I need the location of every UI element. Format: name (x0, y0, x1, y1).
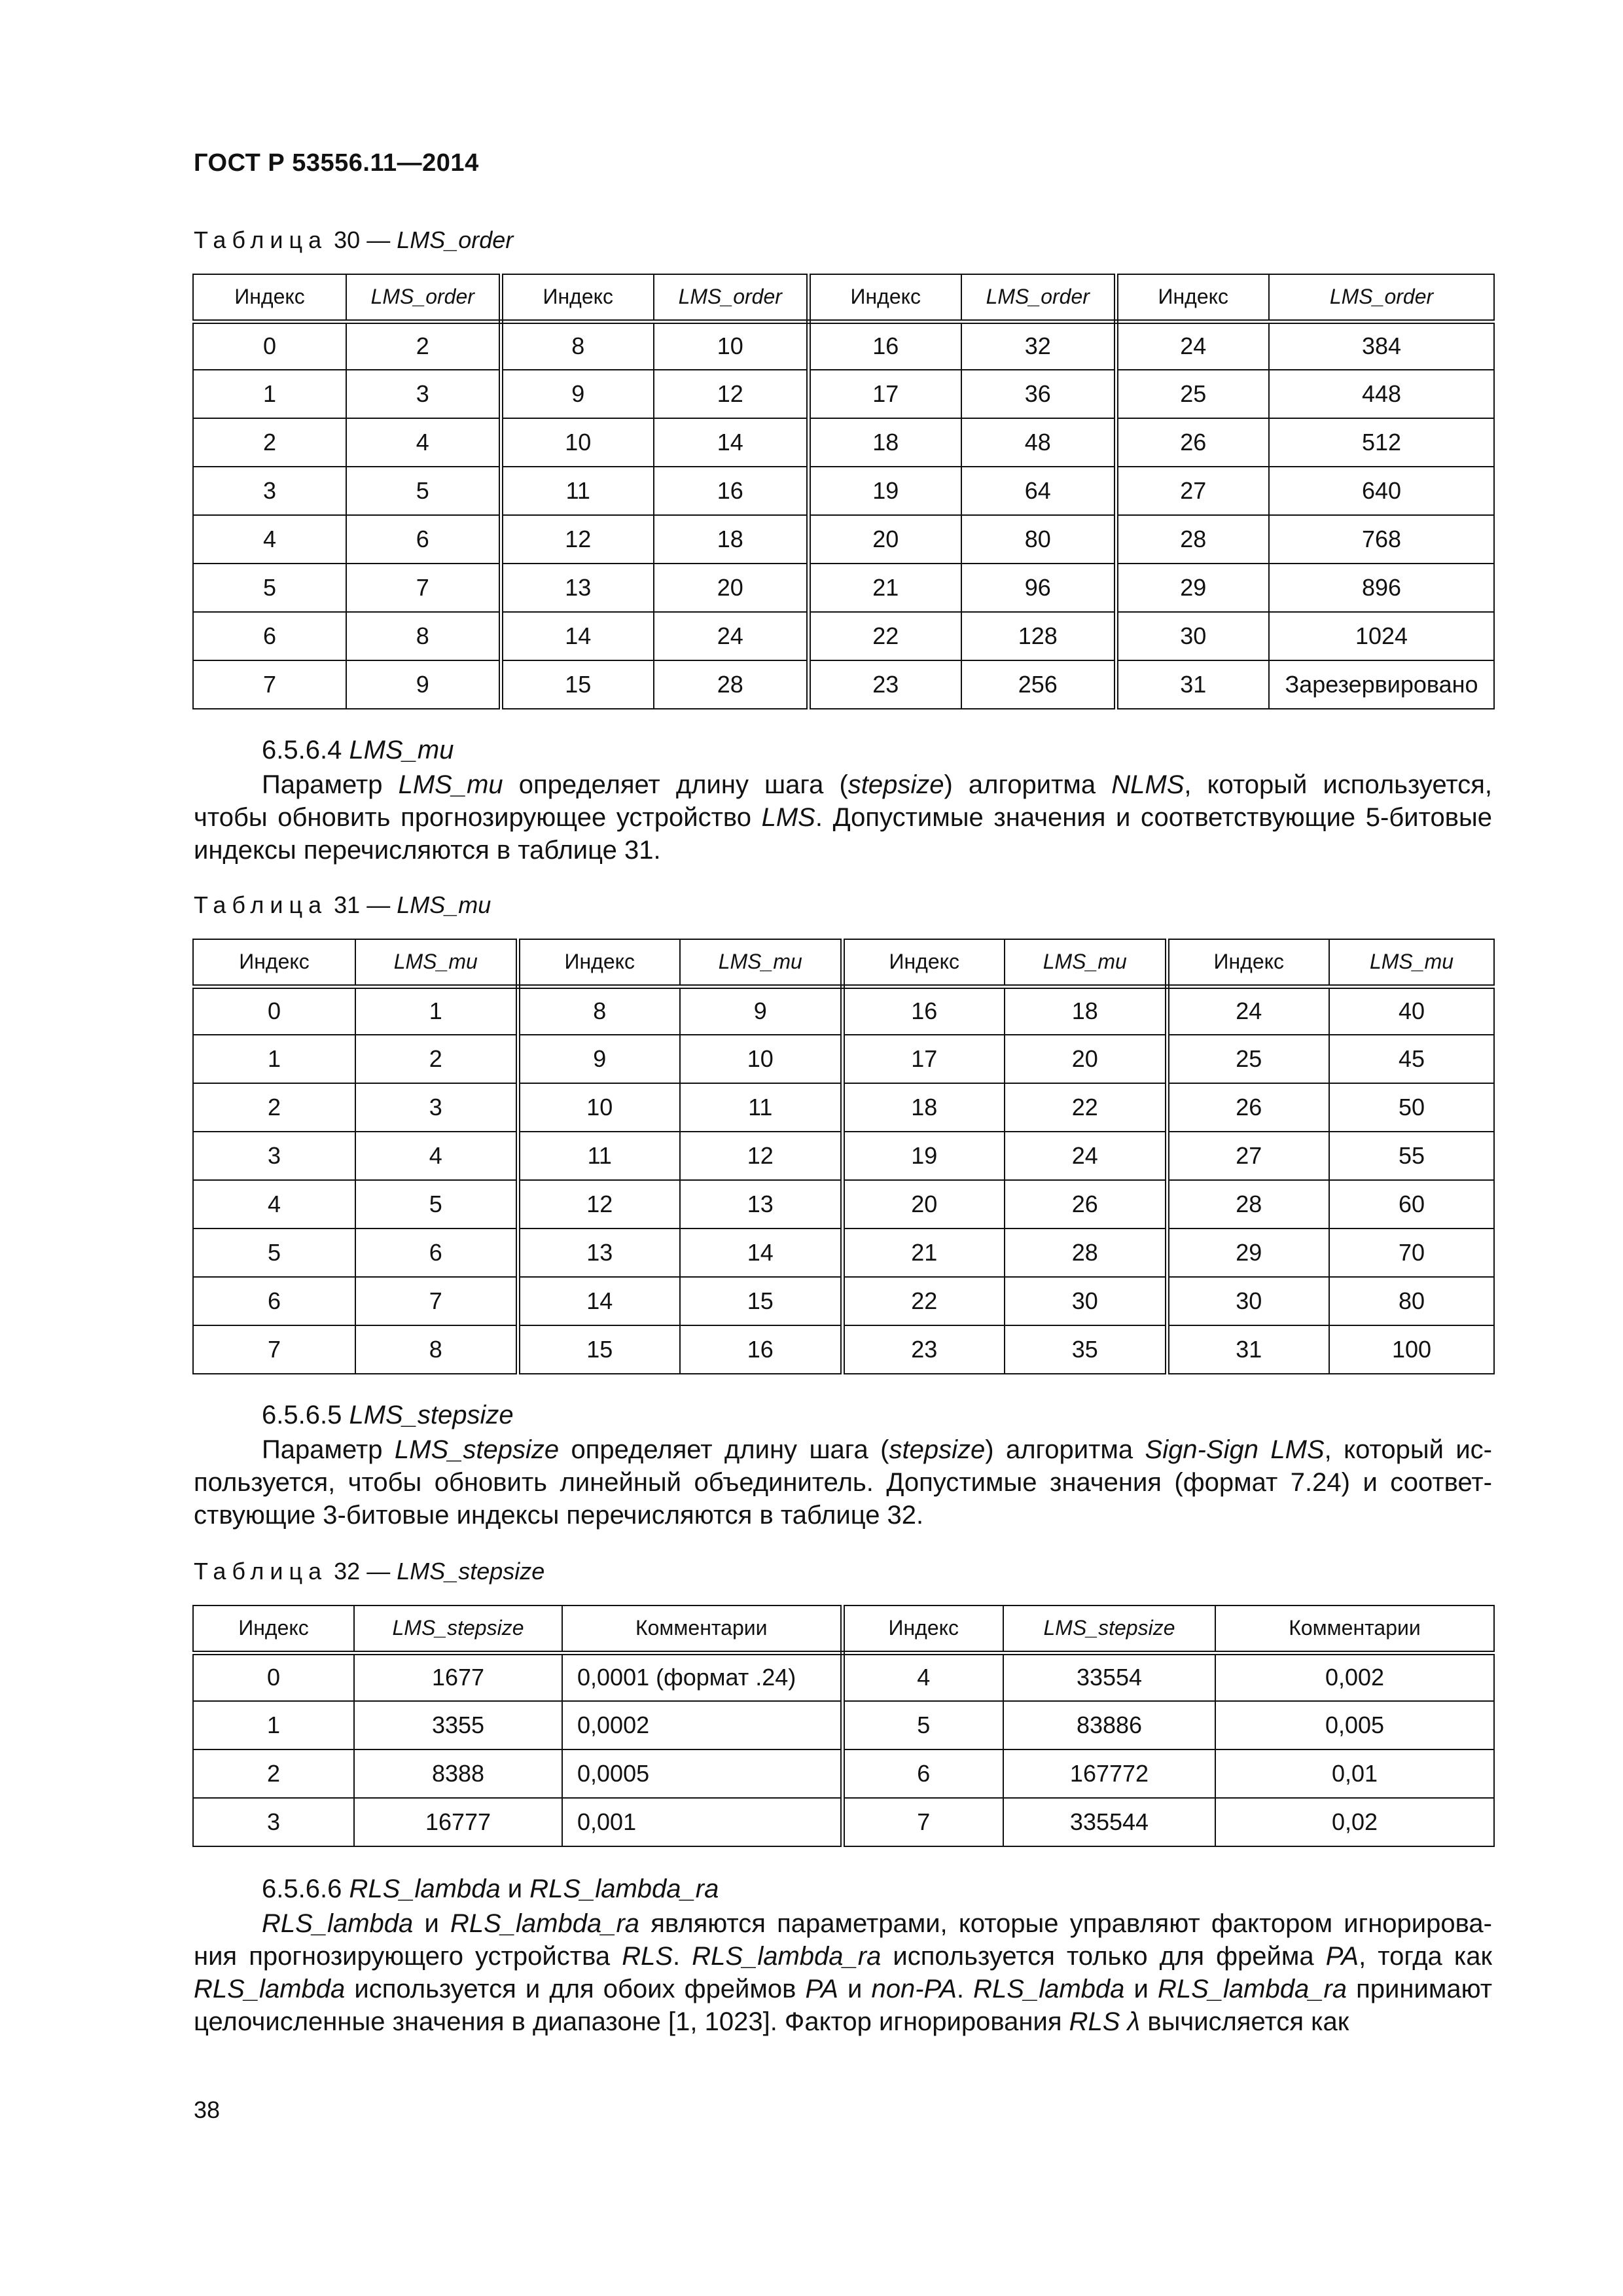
table-cell: 10 (501, 418, 654, 467)
table-cell: 35 (1005, 1325, 1167, 1374)
table-cell: 22 (842, 1277, 1005, 1325)
page-number: 38 (194, 2096, 221, 2123)
table-cell: 45 (1329, 1035, 1494, 1083)
table-cell: 0 (193, 1653, 354, 1701)
table-cell: 3 (355, 1083, 518, 1132)
table-row (193, 564, 1494, 612)
table-cell: 28 (1116, 515, 1269, 564)
table-cell: 768 (1269, 515, 1494, 564)
table-cell: 16 (808, 321, 961, 370)
table-cell: 7 (842, 1798, 1003, 1846)
table-row (193, 1749, 1494, 1798)
table-cell: 448 (1269, 370, 1494, 418)
table-cell: 512 (1269, 418, 1494, 467)
table-row (193, 370, 1494, 418)
table-row (193, 660, 1494, 709)
table-cell: 19 (808, 467, 961, 515)
table-row (193, 1083, 1494, 1132)
table-cell: 6 (355, 1229, 518, 1277)
table-cell: 23 (808, 660, 961, 709)
table-cell: 5 (346, 467, 501, 515)
column-header: LMS_stepsize (354, 1605, 562, 1653)
table-cell: 80 (961, 515, 1116, 564)
table-cell: 10 (680, 1035, 842, 1083)
table-cell: 0,02 (1215, 1798, 1494, 1846)
table-cell: 4 (193, 515, 346, 564)
table-cell: 13 (680, 1180, 842, 1229)
table-cell: 50 (1329, 1083, 1494, 1132)
table-cell: 25 (1116, 370, 1269, 418)
table-row (193, 1325, 1494, 1374)
table-cell: 0 (193, 986, 355, 1035)
table-cell: 10 (654, 321, 808, 370)
table-31 (192, 939, 1495, 1374)
table-cell: 1 (193, 1035, 355, 1083)
table-row (193, 321, 1494, 370)
table-cell: 48 (961, 418, 1116, 467)
table-row (193, 1132, 1494, 1180)
table-32-body (193, 1605, 1494, 1846)
table-cell: 2 (346, 321, 501, 370)
table-row (193, 467, 1494, 515)
table-cell: 4 (346, 418, 501, 467)
table-cell: 2 (193, 1749, 354, 1798)
table-row (193, 1277, 1494, 1325)
table-cell: 3 (193, 1132, 355, 1180)
table-cell: 8 (355, 1325, 518, 1374)
table-cell: 64 (961, 467, 1116, 515)
table-cell: 19 (842, 1132, 1005, 1180)
table-cell: 55 (1329, 1132, 1494, 1180)
table-cell: 7 (193, 660, 346, 709)
section-6566-heading: 6.5.6.6 RLS_lambda и RLS_lambda_ra (262, 1874, 719, 1903)
table-cell: 2 (193, 1083, 355, 1132)
table-cell: 9 (518, 1035, 680, 1083)
table-cell: 640 (1269, 467, 1494, 515)
table-row (193, 1701, 1494, 1749)
table-cell: 0,0001 (формат .24) (562, 1653, 842, 1701)
section-6565-heading: 6.5.6.5 LMS_stepsize (262, 1401, 514, 1429)
table-cell: 128 (961, 612, 1116, 660)
table-cell: 12 (501, 515, 654, 564)
table-cell: 12 (680, 1132, 842, 1180)
table-cell: 0,002 (1215, 1653, 1494, 1701)
table-cell: 30 (1005, 1277, 1167, 1325)
column-header: Индекс (842, 1605, 1003, 1653)
column-header: Индекс (501, 274, 654, 321)
column-header: Индекс (193, 1605, 354, 1653)
table-cell: 30 (1167, 1277, 1329, 1325)
table-cell: 60 (1329, 1180, 1494, 1229)
table-cell: 9 (680, 986, 842, 1035)
table-cell: 96 (961, 564, 1116, 612)
table-cell: Зарезервировано (1269, 660, 1494, 709)
table-row (193, 1653, 1494, 1701)
table-cell: 14 (518, 1277, 680, 1325)
section-6564-heading: 6.5.6.4 LMS_mu (262, 736, 454, 764)
table-cell: 29 (1116, 564, 1269, 612)
table-cell: 5 (193, 1229, 355, 1277)
column-header: LMS_mu (355, 939, 518, 986)
table-cell: 18 (1005, 986, 1167, 1035)
table-cell: 14 (680, 1229, 842, 1277)
table-cell: 33554 (1003, 1653, 1215, 1701)
table-cell: 9 (501, 370, 654, 418)
table-cell: 16777 (354, 1798, 562, 1846)
table-row (193, 612, 1494, 660)
table-cell: 15 (501, 660, 654, 709)
table-cell: 2 (193, 418, 346, 467)
table-cell: 16 (680, 1325, 842, 1374)
column-header: Индекс (193, 939, 355, 986)
table-header-row (193, 1605, 1494, 1653)
table-cell: 896 (1269, 564, 1494, 612)
column-header: Комментарии (1215, 1605, 1494, 1653)
table-cell: 29 (1167, 1229, 1329, 1277)
table-cell: 24 (1005, 1132, 1167, 1180)
table-cell: 27 (1167, 1132, 1329, 1180)
table-cell: 17 (808, 370, 961, 418)
table-cell: 21 (842, 1229, 1005, 1277)
column-header: LMS_order (1269, 274, 1494, 321)
table-31-body (193, 939, 1494, 1374)
table-cell: 31 (1167, 1325, 1329, 1374)
table-cell: 28 (1167, 1180, 1329, 1229)
table-cell: 0,01 (1215, 1749, 1494, 1798)
section-6564-paragraph: Параметр LMS_mu определяет длину шага (stepsize) алгоритма NLMS, который используется, чтобы обновить прогнозирующее устройство LMS. Допустимые значения и соответствующие 5-битовые индексы перечисляются в таблице 31. (194, 770, 1493, 865)
table-row (193, 986, 1494, 1035)
section-6565-paragraph: Параметр LMS_stepsize определяет длину шага (stepsize) алгоритма Sign-Sign LMS, который ис- пользуется, чтобы обновить линейный объединитель. Допустимые значения (формат 7.24) и соответ- ствующие 3-битовые индексы перечисляются в таблице 32. (194, 1435, 1492, 1530)
table-cell: 12 (654, 370, 808, 418)
column-header: LMS_stepsize (1003, 1605, 1215, 1653)
table-cell: 0,001 (562, 1798, 842, 1846)
table-cell: 3 (346, 370, 501, 418)
table-cell: 1 (193, 1701, 354, 1749)
table-cell: 17 (842, 1035, 1005, 1083)
column-header: LMS_order (654, 274, 808, 321)
table-cell: 1 (193, 370, 346, 418)
table-cell: 1 (355, 986, 518, 1035)
column-header: LMS_mu (1329, 939, 1494, 986)
table-row (193, 418, 1494, 467)
table-cell: 26 (1005, 1180, 1167, 1229)
table-cell: 2 (355, 1035, 518, 1083)
table-cell: 20 (808, 515, 961, 564)
column-header: LMS_order (346, 274, 501, 321)
column-header: Индекс (1116, 274, 1269, 321)
table-cell: 8 (501, 321, 654, 370)
table-cell: 18 (842, 1083, 1005, 1132)
column-header: Индекс (193, 274, 346, 321)
table-cell: 20 (1005, 1035, 1167, 1083)
table-cell: 8 (346, 612, 501, 660)
table-cell: 6 (346, 515, 501, 564)
table-cell: 6 (193, 1277, 355, 1325)
table-cell: 10 (518, 1083, 680, 1132)
table-cell: 0,0005 (562, 1749, 842, 1798)
column-header: Комментарии (562, 1605, 842, 1653)
table-cell: 7 (355, 1277, 518, 1325)
table-row (193, 1180, 1494, 1229)
table-cell: 1024 (1269, 612, 1494, 660)
table-32-caption: Таблица 32 — LMS_stepsize (194, 1558, 545, 1585)
table-cell: 0,005 (1215, 1701, 1494, 1749)
table-row (193, 515, 1494, 564)
table-cell: 7 (193, 1325, 355, 1374)
table-header-row (193, 274, 1494, 321)
table-cell: 5 (355, 1180, 518, 1229)
table-cell: 6 (842, 1749, 1003, 1798)
table-31-caption: Таблица 31 — LMS_mu (194, 891, 491, 918)
table-cell: 3 (193, 467, 346, 515)
table-cell: 3 (193, 1798, 354, 1846)
table-cell: 15 (518, 1325, 680, 1374)
table-cell: 100 (1329, 1325, 1494, 1374)
table-cell: 4 (193, 1180, 355, 1229)
table-cell: 27 (1116, 467, 1269, 515)
table-cell: 11 (680, 1083, 842, 1132)
table-cell: 16 (654, 467, 808, 515)
table-cell: 28 (654, 660, 808, 709)
table-cell: 0 (193, 321, 346, 370)
table-cell: 3355 (354, 1701, 562, 1749)
table-cell: 15 (680, 1277, 842, 1325)
column-header: Индекс (808, 274, 961, 321)
table-cell: 18 (808, 418, 961, 467)
table-cell: 8388 (354, 1749, 562, 1798)
table-cell: 1677 (354, 1653, 562, 1701)
table-cell: 256 (961, 660, 1116, 709)
document-header: ГОСТ Р 53556.11—2014 (194, 149, 479, 177)
table-cell: 13 (518, 1229, 680, 1277)
table-cell: 335544 (1003, 1798, 1215, 1846)
table-row (193, 1035, 1494, 1083)
table-cell: 32 (961, 321, 1116, 370)
table-cell: 26 (1116, 418, 1269, 467)
table-row (193, 1229, 1494, 1277)
table-cell: 384 (1269, 321, 1494, 370)
table-cell: 0,0002 (562, 1701, 842, 1749)
table-cell: 24 (1116, 321, 1269, 370)
caption-word: Таблица (194, 226, 328, 253)
table-cell: 13 (501, 564, 654, 612)
table-header-row (193, 939, 1494, 986)
table-cell: 24 (654, 612, 808, 660)
table-cell: 22 (1005, 1083, 1167, 1132)
table-cell: 26 (1167, 1083, 1329, 1132)
table-cell: 80 (1329, 1277, 1494, 1325)
table-cell: 28 (1005, 1229, 1167, 1277)
table-cell: 18 (654, 515, 808, 564)
table-cell: 11 (501, 467, 654, 515)
table-cell: 4 (842, 1653, 1003, 1701)
column-header: LMS_order (961, 274, 1116, 321)
table-cell: 24 (1167, 986, 1329, 1035)
table-cell: 5 (842, 1701, 1003, 1749)
table-cell: 16 (842, 986, 1005, 1035)
table-cell: 20 (654, 564, 808, 612)
table-cell: 31 (1116, 660, 1269, 709)
table-cell: 9 (346, 660, 501, 709)
table-cell: 70 (1329, 1229, 1494, 1277)
table-cell: 167772 (1003, 1749, 1215, 1798)
table-cell: 83886 (1003, 1701, 1215, 1749)
column-header: Индекс (842, 939, 1005, 986)
table-cell: 36 (961, 370, 1116, 418)
table-32 (192, 1605, 1495, 1847)
table-cell: 6 (193, 612, 346, 660)
table-30-body (193, 274, 1494, 709)
table-cell: 21 (808, 564, 961, 612)
table-cell: 5 (193, 564, 346, 612)
table-cell: 22 (808, 612, 961, 660)
table-30 (192, 274, 1495, 709)
table-cell: 4 (355, 1132, 518, 1180)
table-cell: 23 (842, 1325, 1005, 1374)
table-cell: 30 (1116, 612, 1269, 660)
table-row (193, 1798, 1494, 1846)
table-cell: 8 (518, 986, 680, 1035)
table-cell: 7 (346, 564, 501, 612)
column-header: LMS_mu (680, 939, 842, 986)
column-header: LMS_mu (1005, 939, 1167, 986)
table-cell: 11 (518, 1132, 680, 1180)
table-30-caption: Таблица 30 — LMS_order (194, 226, 514, 253)
table-cell: 14 (654, 418, 808, 467)
section-6566-paragraph: RLS_lambda и RLS_lambda_ra являются параметрами, которые управляют фактором игнорирова- ния прогнозирующего устройства RLS. RLS_lambda_ra используется только для фрейма PA, тогда как RLS_lambda используется и для обоих фреймов PA и non-PA. RLS_lambda и RLS_lambda_ra принимают целочисленные значения в диапазоне [1, 1023]. Фактор игнорирования RLS λ вычисляется как (194, 1909, 1493, 2036)
table-cell: 40 (1329, 986, 1494, 1035)
column-header: Индекс (1167, 939, 1329, 986)
column-header: Индекс (518, 939, 680, 986)
table-cell: 25 (1167, 1035, 1329, 1083)
table-cell: 14 (501, 612, 654, 660)
table-cell: 20 (842, 1180, 1005, 1229)
table-cell: 12 (518, 1180, 680, 1229)
